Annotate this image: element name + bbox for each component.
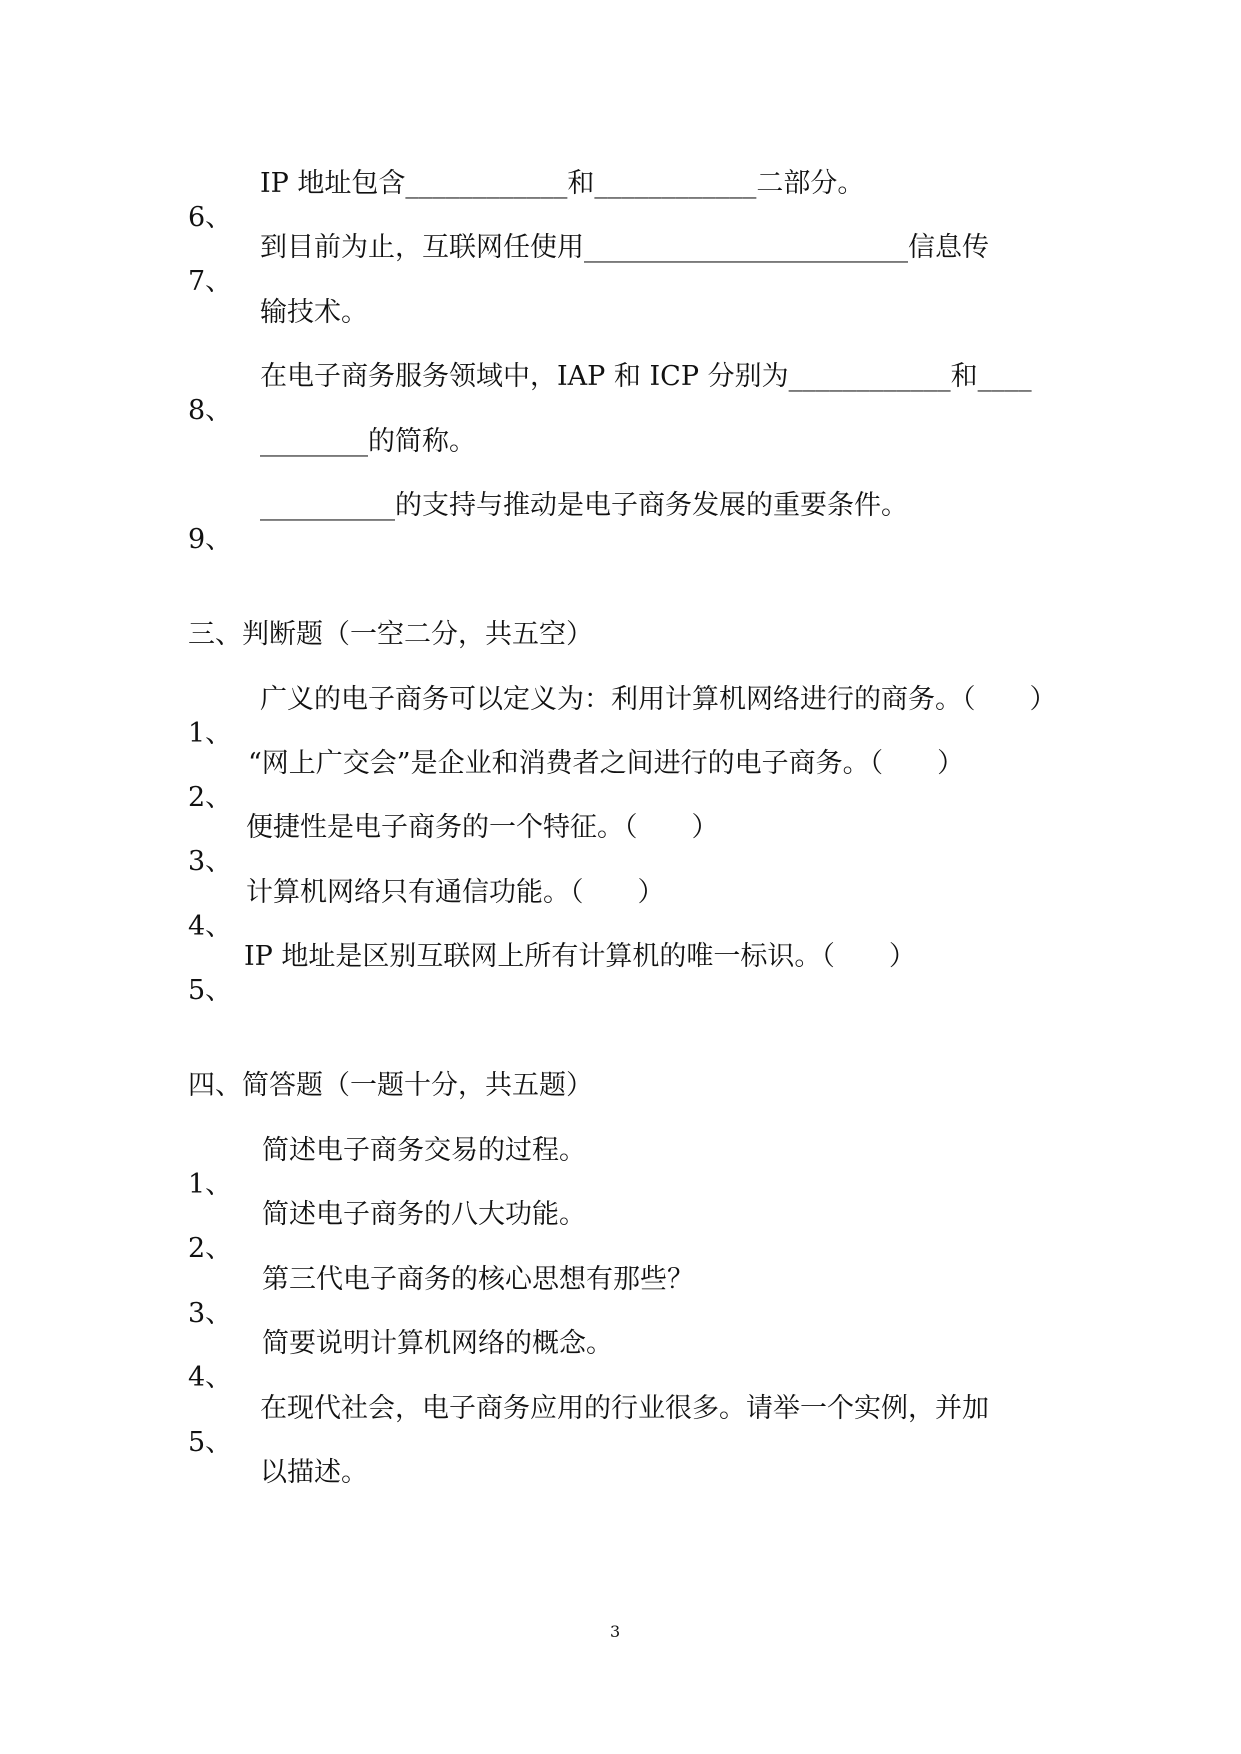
question-number: 5、	[188, 975, 233, 1006]
question-number: 1、	[188, 1169, 233, 1200]
question-text: 简要说明计算机网络的概念。	[262, 1328, 613, 1359]
question-row	[0, 683, 233, 749]
question-row	[0, 1392, 233, 1458]
question-number: 8、	[188, 395, 233, 426]
question-number: 2、	[188, 782, 233, 813]
question-row	[0, 876, 233, 942]
question-row	[0, 360, 233, 426]
question-text: 简述电子商务交易的过程。	[262, 1135, 586, 1166]
question-text: IP 地址是区别互联网上所有计算机的唯一标识。（ ）	[244, 941, 916, 972]
question-number: 1、	[188, 718, 233, 749]
question-number: 2、	[188, 1233, 233, 1264]
question-number: 7、	[188, 266, 233, 297]
question-text-continuation: 输技术。	[260, 297, 368, 328]
question-number: 6、	[188, 202, 233, 233]
question-number: 3、	[188, 846, 233, 877]
question-row	[0, 747, 233, 813]
question-text: __________的支持与推动是电子商务发展的重要条件。	[260, 490, 908, 521]
question-row	[0, 1198, 233, 1264]
question-row	[0, 231, 233, 297]
question-number: 3、	[188, 1298, 233, 1329]
question-row	[0, 940, 233, 1006]
question-row	[0, 1134, 233, 1200]
question-text: 便捷性是电子商务的一个特征。（ ）	[246, 812, 719, 843]
question-number: 9、	[188, 524, 233, 555]
question-text: 简述电子商务的八大功能。	[262, 1199, 586, 1230]
question-row	[0, 489, 233, 555]
question-text-continuation: ________的简称。	[260, 426, 476, 457]
question-row	[0, 811, 233, 877]
page-number: 3	[610, 1622, 621, 1641]
question-text: 在现代社会，电子商务应用的行业很多。请举一个实例，并加	[260, 1393, 989, 1424]
question-row	[0, 1327, 233, 1393]
question-text-continuation: 以描述。	[260, 1457, 368, 1488]
question-text: 到目前为止，互联网任使用________________________信息传	[260, 232, 989, 263]
question-text: IP 地址包含____________和____________二部分。	[260, 168, 865, 199]
question-number: 4、	[188, 1362, 233, 1393]
question-row	[0, 1263, 233, 1329]
section-heading: 四、简答题（一题十分，共五题）	[188, 1070, 593, 1101]
question-text: 第三代电子商务的核心思想有那些？	[262, 1264, 694, 1295]
question-text: 在电子商务服务领域中，IAP 和 ICP 分别为____________和____	[260, 361, 1032, 392]
question-number: 4、	[188, 911, 233, 942]
question-row	[0, 167, 233, 233]
question-text: “网上广交会”是企业和消费者之间进行的电子商务。（ ）	[248, 748, 965, 779]
question-text: 广义的电子商务可以定义为：利用计算机网络进行的商务。（ ）	[260, 684, 1057, 715]
section-heading: 三、判断题（一空二分，共五空）	[188, 619, 593, 650]
question-text: 计算机网络只有通信功能。（ ）	[246, 877, 665, 908]
question-number: 5、	[188, 1427, 233, 1458]
